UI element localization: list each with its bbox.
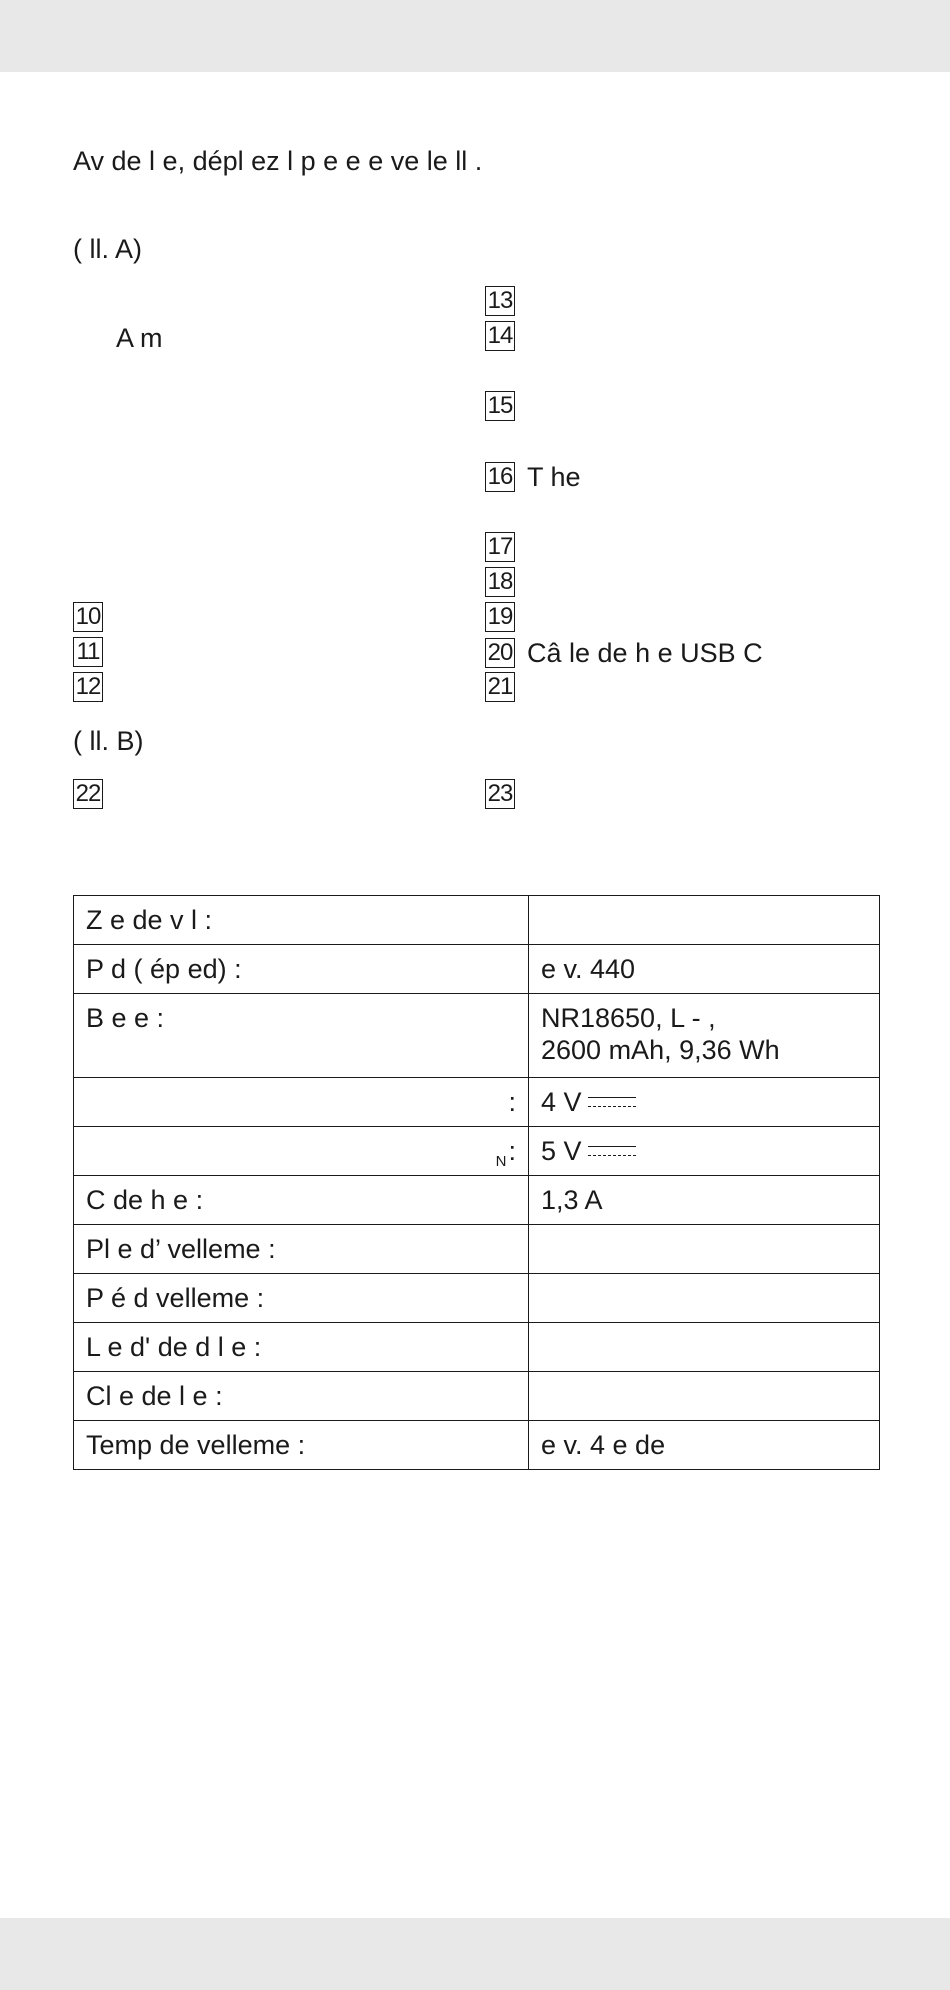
part-item-13 xyxy=(485,286,527,316)
part-number-box: 22 xyxy=(73,779,103,809)
part-item-15 xyxy=(485,391,527,421)
part-text: T he xyxy=(527,462,581,492)
voltage-value: 5 V xyxy=(541,1136,582,1166)
spec-value xyxy=(529,896,880,945)
spec-value-line: NR18650, L - , xyxy=(541,1003,716,1033)
spec-label: C de h e : xyxy=(74,1176,529,1225)
table-row xyxy=(74,1372,880,1421)
spec-value: e v. 440 xyxy=(529,945,880,994)
table-row xyxy=(74,1323,880,1372)
spec-value xyxy=(529,994,880,1078)
table-row xyxy=(74,1127,880,1176)
spec-label: : xyxy=(74,1078,529,1127)
spec-value xyxy=(529,1274,880,1323)
figure-b-label: ( ll. B) xyxy=(73,726,144,756)
part-item-18 xyxy=(485,567,527,597)
part-number-box: 17 xyxy=(485,532,515,562)
part-number-box: 19 xyxy=(485,602,515,632)
figure-a-label: ( ll. A) xyxy=(73,234,143,264)
spec-value-line: 2600 mAh, 9,36 Wh xyxy=(541,1035,780,1065)
table-row xyxy=(74,1421,880,1470)
part-item-10 xyxy=(73,602,115,632)
part-item-16 xyxy=(485,461,581,493)
part-text: Câ le de h e USB C xyxy=(527,638,763,668)
part-number-box: 12 xyxy=(73,672,103,702)
part-item-22 xyxy=(73,779,115,809)
part-item-a xyxy=(116,322,163,354)
spec-value: e v. 4 e de xyxy=(529,1421,880,1470)
part-number-box: 16 xyxy=(485,462,515,492)
part-item-11 xyxy=(73,637,115,667)
spec-label: L e d' de d l e : xyxy=(74,1323,529,1372)
table-row xyxy=(74,1225,880,1274)
voltage-value: 4 V xyxy=(541,1087,582,1117)
dc-current-icon xyxy=(588,1144,636,1158)
part-number-box: 14 xyxy=(485,321,515,351)
intro-paragraph: Av de l e, dépl ez l p e e e ve le ll . xyxy=(73,146,483,176)
spec-label: B e e : xyxy=(74,994,529,1078)
spec-value xyxy=(529,1078,880,1127)
part-number-box: 21 xyxy=(485,672,515,702)
table-row xyxy=(74,896,880,945)
part-number-box: 18 xyxy=(485,567,515,597)
table-row xyxy=(74,994,880,1078)
part-number-box: 11 xyxy=(73,637,103,667)
part-number-box: 15 xyxy=(485,391,515,421)
part-item-17 xyxy=(485,532,527,562)
bottom-margin-band xyxy=(0,1918,950,1990)
spec-label: Pl e d’ velleme : xyxy=(74,1225,529,1274)
part-number-box: 10 xyxy=(73,602,103,632)
spec-value xyxy=(529,1323,880,1372)
spec-label: Z e de v l : xyxy=(74,896,529,945)
part-item-21 xyxy=(485,672,527,702)
table-row xyxy=(74,1274,880,1323)
part-text: A m xyxy=(116,323,163,353)
top-margin-band xyxy=(0,0,950,72)
part-number-box: 13 xyxy=(485,286,515,316)
spec-label: Temp de velleme : xyxy=(74,1421,529,1470)
dc-current-icon xyxy=(588,1095,636,1109)
spec-value xyxy=(529,1225,880,1274)
spec-value xyxy=(529,1127,880,1176)
spec-label: Cl e de l e : xyxy=(74,1372,529,1421)
part-item-20 xyxy=(485,637,763,669)
part-number-box: 20 xyxy=(485,638,515,668)
part-item-12 xyxy=(73,672,115,702)
table-row xyxy=(74,945,880,994)
spec-label: P d ( ép ed) : xyxy=(74,945,529,994)
spec-label: P é d velleme : xyxy=(74,1274,529,1323)
spec-value: 1,3 A xyxy=(529,1176,880,1225)
table-row xyxy=(74,1176,880,1225)
part-item-19 xyxy=(485,602,527,632)
part-item-14 xyxy=(485,321,527,351)
specifications-table xyxy=(73,895,880,1470)
table-row xyxy=(74,1078,880,1127)
spec-value xyxy=(529,1372,880,1421)
spec-label xyxy=(74,1127,529,1176)
part-number-box: 23 xyxy=(485,779,515,809)
spec-label-text: : xyxy=(508,1136,516,1166)
part-item-23 xyxy=(485,779,527,809)
subscript-n: N xyxy=(495,1153,507,1170)
